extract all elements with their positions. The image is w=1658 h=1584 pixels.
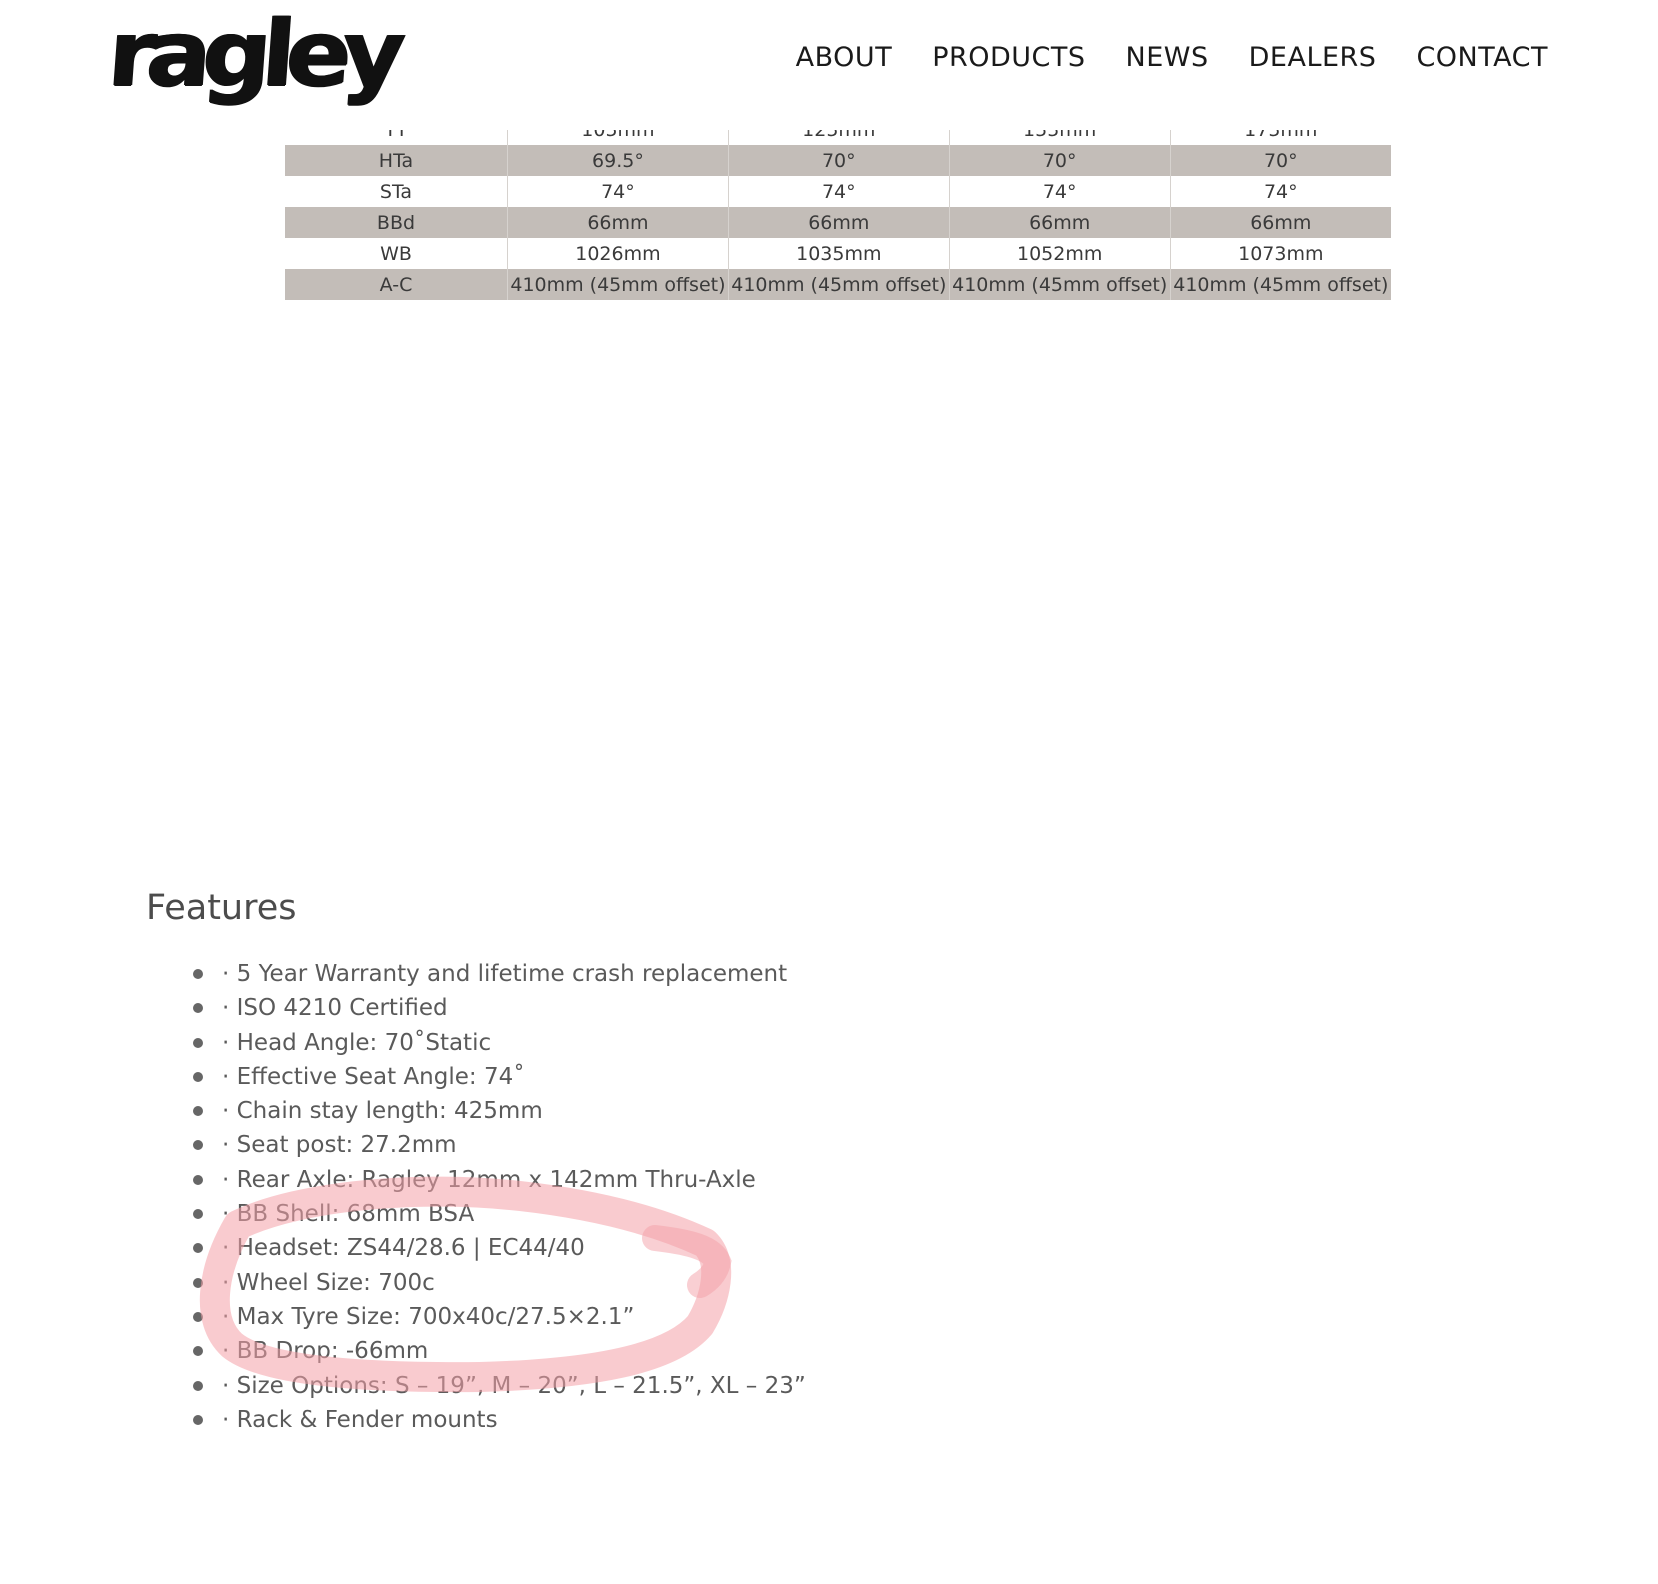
features-heading: Features: [146, 888, 297, 928]
feature-text: · Wheel Size: 700c: [222, 1269, 435, 1296]
feature-item: [190, 1334, 806, 1368]
feature-text: · Rack & Fender mounts: [222, 1406, 498, 1433]
feature-text: · BB Drop: -66mm: [222, 1338, 429, 1365]
bullet-icon: [193, 1415, 203, 1425]
bullet-icon: [193, 1381, 203, 1391]
feature-text: · Chain stay length: 425mm: [222, 1098, 543, 1125]
geometry-cell: 66mm: [508, 207, 729, 238]
feature-item: [190, 1403, 806, 1437]
geometry-cell: 1073mm: [1170, 238, 1391, 269]
geometry-cell: 1052mm: [949, 238, 1170, 269]
feature-item: [190, 1231, 806, 1265]
bullet-icon: [193, 1278, 203, 1288]
nav-products[interactable]: PRODUCTS: [932, 42, 1086, 73]
geometry-table-image: [285, 130, 1391, 307]
bullet-icon: [193, 1209, 203, 1219]
main-nav: [796, 42, 1548, 73]
feature-text: · Max Tyre Size: 700x40c/27.5×2.1”: [222, 1303, 635, 1330]
feature-item: [190, 1060, 806, 1094]
feature-item: [190, 1300, 806, 1334]
feature-text: · 5 Year Warranty and lifetime crash replacement: [222, 961, 788, 987]
feature-item: [190, 1128, 806, 1162]
geometry-cell: 70°: [728, 145, 949, 176]
feature-text: · Effective Seat Angle: 74˚: [222, 1063, 525, 1090]
feature-text: · Headset: ZS44/28.6 | EC44/40: [222, 1235, 585, 1262]
geometry-row-wb: [285, 238, 1391, 269]
geometry-row-label: STa: [285, 176, 508, 207]
feature-text: · ISO 4210 Certified: [222, 995, 448, 1022]
geometry-cell: 70°: [949, 145, 1170, 176]
feature-text: · BB Shell: 68mm BSA: [222, 1201, 475, 1228]
geometry-cell: 74°: [728, 176, 949, 207]
geometry-cell: 410mm (45mm offset): [508, 269, 729, 300]
feature-item: [190, 957, 806, 991]
geometry-cell: 66mm: [728, 207, 949, 238]
bullet-icon: [193, 1243, 203, 1253]
feature-text: · Rear Axle: Ragley 12mm x 142mm Thru-Axle: [222, 1166, 756, 1193]
feature-item: [190, 1369, 806, 1403]
bullet-icon: [193, 1106, 203, 1116]
feature-text: · Size Options: S – 19”, M – 20”, L – 21.5”, XL – 23”: [222, 1372, 806, 1399]
geometry-row-bbd: [285, 207, 1391, 238]
bullet-icon: [193, 1072, 203, 1082]
nav-news[interactable]: NEWS: [1125, 42, 1209, 73]
geometry-row-sta: [285, 176, 1391, 207]
geometry-row-hta: [285, 145, 1391, 176]
geometry-cell: 1026mm: [508, 238, 729, 269]
geometry-cell: 69.5°: [508, 145, 729, 176]
nav-dealers[interactable]: DEALERS: [1248, 42, 1377, 73]
feature-item: [190, 991, 806, 1025]
geometry-cell: 410mm (45mm offset): [728, 269, 949, 300]
feature-text: · Seat post: 27.2mm: [222, 1132, 457, 1159]
feature-text: · Head Angle: 70˚Static: [222, 1029, 492, 1056]
bullet-icon: [193, 1346, 203, 1356]
features-list: [190, 957, 806, 1437]
bullet-icon: [193, 1140, 203, 1150]
site-header: [0, 0, 1658, 130]
geometry-row-a-c: [285, 269, 1391, 300]
geometry-cell: 70°: [1170, 145, 1391, 176]
feature-item: [190, 1266, 806, 1300]
geometry-row-label: A-C: [285, 269, 508, 300]
feature-item: [190, 1163, 806, 1197]
geometry-cell: 66mm: [1170, 207, 1391, 238]
geometry-cell: 74°: [1170, 176, 1391, 207]
geometry-row-label: WB: [285, 238, 508, 269]
feature-item: [190, 1094, 806, 1128]
geometry-cell: 410mm (45mm offset): [1170, 269, 1391, 300]
bullet-icon: [193, 1038, 203, 1048]
bullet-icon: [193, 969, 203, 979]
geometry-cell: 74°: [508, 176, 729, 207]
ragley-logo[interactable]: ragley: [104, 0, 400, 107]
geometry-row-label: HTa: [285, 145, 508, 176]
geometry-cell: 1035mm: [728, 238, 949, 269]
geometry-table: [285, 114, 1391, 300]
geometry-cell: 66mm: [949, 207, 1170, 238]
nav-contact[interactable]: CONTACT: [1416, 42, 1548, 73]
geometry-cell: 410mm (45mm offset): [949, 269, 1170, 300]
nav-about[interactable]: ABOUT: [795, 42, 893, 73]
bullet-icon: [193, 1003, 203, 1013]
bullet-icon: [193, 1312, 203, 1322]
bullet-icon: [193, 1175, 203, 1185]
feature-item: [190, 1197, 806, 1231]
geometry-cell: 74°: [949, 176, 1170, 207]
geometry-row-label: BBd: [285, 207, 508, 238]
feature-item: [190, 1026, 806, 1060]
